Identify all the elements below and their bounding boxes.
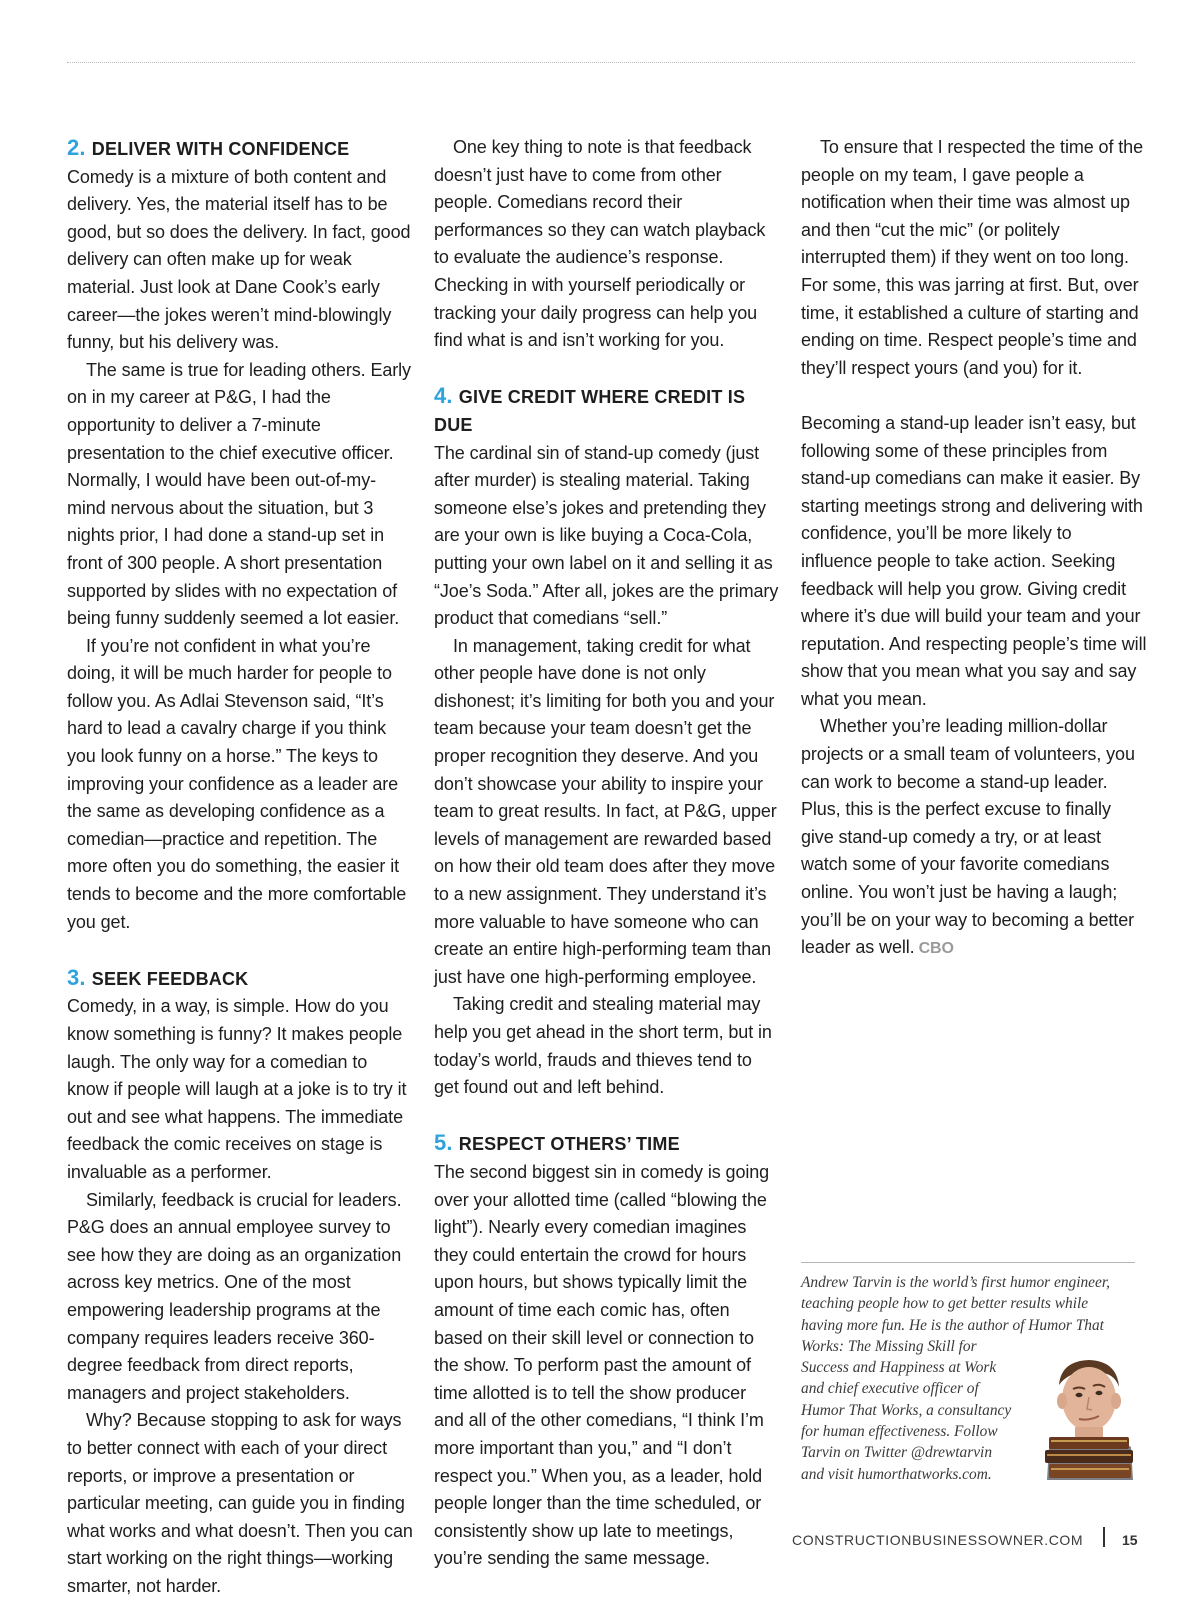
column-1 [67, 134, 413, 1600]
paragraph: Comedy is a mixture of both content and delivery. Yes, the material itself has to be good, but so does the delivery. In fact, good delivery can often make up for weak material. Just look at Dane Cook’s early career—the jokes weren’t mind-blowingly funny, but his delivery was. [67, 166, 411, 353]
section-4-heading [434, 382, 780, 439]
section-title: GIVE CREDIT WHERE CREDIT IS DUE [434, 387, 746, 435]
paragraph: In management, taking credit for what other people have done is not only dishonest; it’s limiting for both you and your team because your team doesn’t get the proper recognition they deserve. And you don’t showcase your ability to inspire your team to great results. In fact, at P&G, upper levels of management are rewarded based on how their old team does after they move to a new assignment. They understand it’s more valuable to have someone who can create an entire high-performing team than just have one high-performing employee. [434, 635, 777, 987]
section-title: RESPECT OTHERS’ TIME [458, 1134, 680, 1155]
bio-line: having more fun. He is the author of Humor That [801, 1316, 1104, 1334]
bio-line: Success and Happiness at Work [801, 1359, 997, 1377]
section-5-heading [434, 1129, 780, 1159]
signature-mark: CBO [918, 940, 954, 958]
paragraph: Comedy, in a way, is simple. How do you know something is funny? It makes people laugh. The only way for a comedian to know if people will laugh at a joke is to try it out and see what happens. The immediate feedback the comic receives on stage is invaluable as a performer. [67, 996, 407, 1182]
author-portrait [1037, 1355, 1140, 1480]
page-number: 15 [1122, 1532, 1138, 1548]
paragraph: Similarly, feedback is crucial for leaders. P&G does an annual employee survey to see how they are doing as an organization across key metrics. One of the most empowering leadership programs at the company requires leaders receive 360-degree feedback from direct reports, managers and project stakeholders. [67, 1189, 402, 1403]
paragraph: Why? Because stopping to ask for ways to better connect with each of your direct reports, or improve a presentation or particular meeting, can guide you in finding what works and what doesn’t. Then you can start working on the right things—working smarter, not harder. [67, 1410, 413, 1596]
bio-line: Tarvin on Twitter @drewtarvin [801, 1444, 993, 1462]
paragraph: The second biggest sin in comedy is going over your allotted time (called “blowing the light”). Nearly every comedian imagines they could entertain the crowd for hours upon hours, but shows typically limit the amount of time each comic has, often based on their skill level or connection to the show. To perform past the amount of time allotted is to tell the show producer and all of the other comedians, “I think I’m more important than you,” and “I don’t respect you.” When you, as a leader, hold people longer than the time scheduled, or consistently show up late to meetings, you’re sending the same message. [434, 1161, 770, 1569]
conclusion-paragraph: Becoming a stand-up leader isn’t easy, but following some of these principles from stand-up comedians can make it easier. By starting meetings strong and delivering with confidence, you’ll be more likely to influence people to take action. Seeking feedback will help you grow. Giving credit where it’s due will build your team and your reputation. And respecting people’s time will show that you mean what you say and say what you mean. [801, 412, 1147, 709]
bio-divider [801, 1262, 1135, 1263]
section-number: 5. [434, 1130, 453, 1156]
section-number: 4. [434, 383, 453, 409]
column-3 [801, 134, 1147, 963]
top-dotted-rule [67, 62, 1135, 63]
footer-separator [1103, 1527, 1105, 1547]
conclusion-paragraph [801, 713, 1147, 962]
paragraph: To ensure that I respected the time of the people on my team, I gave people a notification when their time was almost up and then “cut the mic” (or politely interrupted them) if they went on too long. For some, this was jarring at first. But, over time, it established a culture of starting and ending on time. Respect people’s time and they’ll respect yours (and you) for it. [801, 137, 1143, 378]
bio-line: Humor That Works, a consultancy [801, 1401, 1012, 1419]
paragraph: The cardinal sin of stand-up comedy (just after murder) is stealing material. Taking someone else’s jokes and pretending they are your own is like buying a Coca-Cola, putting your own label on it and selling it as “Joe’s Soda.” After all, jokes are the primary product that comedians “sell.” [434, 442, 779, 629]
column-2 [434, 134, 780, 1573]
conclusion-text: Whether you’re leading million-dollar projects or a small team of volunteers, you can work to become a stand-up leader. Plus, this is the perfect excuse to finally give stand-up comedy a try, or at least watch some of your favorite comedians online. You won’t just be having a laugh; you’ll be on your way to becoming a better leader as well. [801, 716, 1135, 958]
bio-line: and chief executive officer of [801, 1380, 979, 1398]
bio-line: Andrew Tarvin is the world’s first humor engineer, [801, 1274, 1110, 1291]
section-title: DELIVER WITH CONFIDENCE [91, 139, 350, 159]
section-number: 2. [67, 135, 86, 160]
section-number: 3. [67, 964, 86, 990]
footer-website: CONSTRUCTIONBUSINESSOWNER.COM [792, 1532, 1084, 1548]
paragraph: If you’re not confident in what you’re doing, it will be much harder for people to follow you. As Adlai Stevenson said, “It’s hard to lead a cavalry charge if you think you look funny on a horse.” The keys to improving your confidence as a leader are the same as developing confidence as a comedian—practice and repetition. The more often you do something, the easier it tends to become and the more comfortable you get. [67, 635, 407, 932]
bio-line: Works: The Missing Skill for [801, 1337, 977, 1355]
section-title: SEEK FEEDBACK [91, 968, 249, 989]
bio-line: and visit humorthatworks.com. [801, 1465, 992, 1483]
section-2-heading [67, 134, 413, 164]
paragraph: One key thing to note is that feedback doesn’t just have to come from other people. Comedians record their performances so they can watch playback to evaluate the audience’s response. Checking in with yourself periodically or tracking your daily progress can help you find what is and isn’t working for you. [434, 137, 766, 351]
section-3-heading [67, 964, 413, 994]
paragraph: The same is true for leading others. Early on in my career at P&G, I had the opportunity to deliver a 7-minute presentation to the chief executive officer. Normally, I would have been out-of-my-mind nervous about the situation, but 3 nights prior, I had done a stand-up set in front of 300 people. A short presentation supported by slides with no expectation of being funny suddenly seemed a lot easier. [67, 359, 411, 629]
paragraph: Taking credit and stealing material may help you get ahead in the short term, but in today’s world, frauds and thieves tend to get found out and left behind. [434, 994, 772, 1098]
bio-line: for human effectiveness. Follow [801, 1423, 998, 1441]
bio-line: teaching people how to get better results while [801, 1295, 1089, 1313]
